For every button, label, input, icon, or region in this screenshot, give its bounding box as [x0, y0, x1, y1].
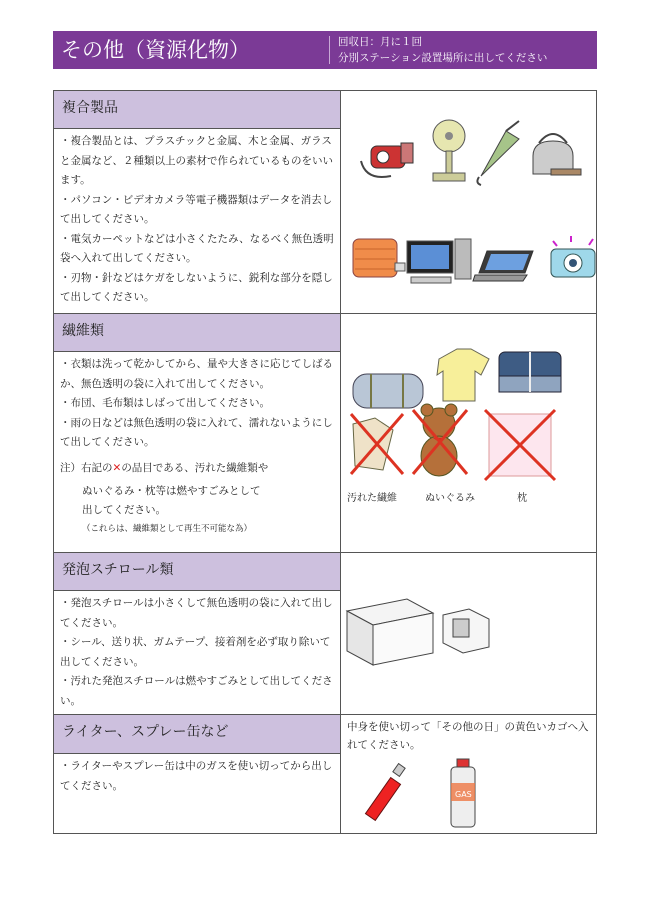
lighter-icon: [365, 764, 405, 821]
umbrella-icon: [477, 121, 519, 185]
heading-styrofoam: 発泡スチロール類: [54, 553, 341, 591]
styrofoam-illustrations: [341, 553, 613, 709]
lighter-spray-instruction: 中身を使い切って「その他の日」の黄色いカゴへ入れてください。: [347, 721, 589, 751]
heading-textiles: 繊維類: [54, 314, 341, 352]
images-styrofoam: [341, 553, 597, 715]
camera-icon: [551, 236, 595, 277]
textile-illustrations: [341, 314, 613, 548]
gas-label: GAS: [455, 790, 472, 799]
collection-info: [338, 34, 547, 66]
images-composite: [341, 91, 597, 314]
styrofoam-line: ・シール、送り状、ガムテープ、接着剤を必ず取り除いて出してください。: [60, 636, 331, 668]
composite-line: ・電気カーペットなどは小さくたたみ、なるべく無色透明袋へ入れて出してください。: [60, 232, 334, 264]
header-divider: [329, 36, 330, 64]
kettle-icon: [533, 134, 581, 175]
note-line3: 出してください。: [82, 503, 166, 516]
composite-line: ・複合製品とは、プラスチックと金属、木と金属、ガラスと金属など、２種類以上の素材で作られているものをいいます。: [60, 135, 333, 186]
power-tool-icon: [361, 143, 413, 177]
laptop-icon: [473, 251, 533, 281]
images-textiles: [341, 314, 597, 553]
styrofoam-line: ・発泡スチロールは小さくして無色透明の袋に入れて出してください。: [60, 597, 333, 629]
category-table: [53, 90, 597, 834]
note-prefix: 注）右記の: [60, 461, 113, 474]
styrofoam-packing-icon: [443, 609, 489, 653]
note-suffix: の品目である、汚れた繊維類や: [121, 461, 269, 474]
note-line2: ぬいぐるみ・枕等は燃やすごみとして: [82, 484, 261, 497]
stuffed-bear-icon: [413, 404, 467, 476]
text-styrofoam: [54, 591, 341, 715]
clothes-bundle-icon: [499, 352, 561, 392]
x-mark-icon: ✕: [112, 461, 122, 474]
lighter-spray-line: ・ライターやスプレー缶は中のガスを使い切ってから出してください。: [60, 760, 333, 792]
textile-line: ・雨の日などは無色透明の袋に入れて、濡れないようにして出してください。: [60, 416, 333, 448]
sweater-icon: [437, 349, 489, 401]
note-small: （これらは、繊維類として再生不可能な為）: [82, 523, 253, 534]
collection-place: 分別ステーション設置場所に出してください: [338, 52, 548, 64]
composite-line: ・パソコン・ビデオカメラ等電子機器類はデータを消去して出してください。: [60, 193, 333, 225]
futon-bundle-icon: [353, 374, 423, 408]
styrofoam-box-icon: [347, 599, 433, 665]
textile-line: ・布団、毛布類はしばって出してください。: [60, 397, 270, 409]
collection-day: 回収日：月に１回: [338, 36, 422, 48]
electric-carpet-icon: [353, 239, 405, 277]
desktop-computer-icon: [407, 239, 471, 283]
text-composite: [54, 129, 341, 314]
text-textiles: [54, 352, 341, 553]
ng-label: ぬいぐるみ: [425, 493, 475, 504]
heading-composite: 複合製品: [54, 91, 341, 129]
heading-lighter-spray: ライター、スプレー缶など: [54, 715, 341, 754]
electric-fan-icon: [433, 120, 465, 181]
text-lighter-spray: [54, 754, 341, 834]
page-header: [53, 31, 597, 69]
textile-note: [60, 459, 334, 478]
ng-label: 汚れた繊維: [347, 493, 397, 504]
page-title: その他（資源化物）: [61, 38, 250, 62]
lighter-spray-illustrations: [341, 753, 613, 833]
ng-label: 枕: [517, 493, 527, 504]
pillow-icon: [485, 410, 555, 480]
composite-illustrations: [341, 91, 613, 309]
composite-line: ・刃物・針などはケガをしないように、鋭利な部分を隠して出してください。: [60, 271, 333, 303]
styrofoam-line: ・汚れた発泡スチロールは燃やすごみとして出してください。: [60, 675, 333, 707]
textile-line: ・衣類は洗って乾かしてから、量や大きさに応じてしばるか、無色透明の袋に入れて出してください。: [60, 358, 333, 390]
dirty-clothes-icon: [351, 414, 403, 474]
images-lighter-spray: [341, 715, 597, 834]
